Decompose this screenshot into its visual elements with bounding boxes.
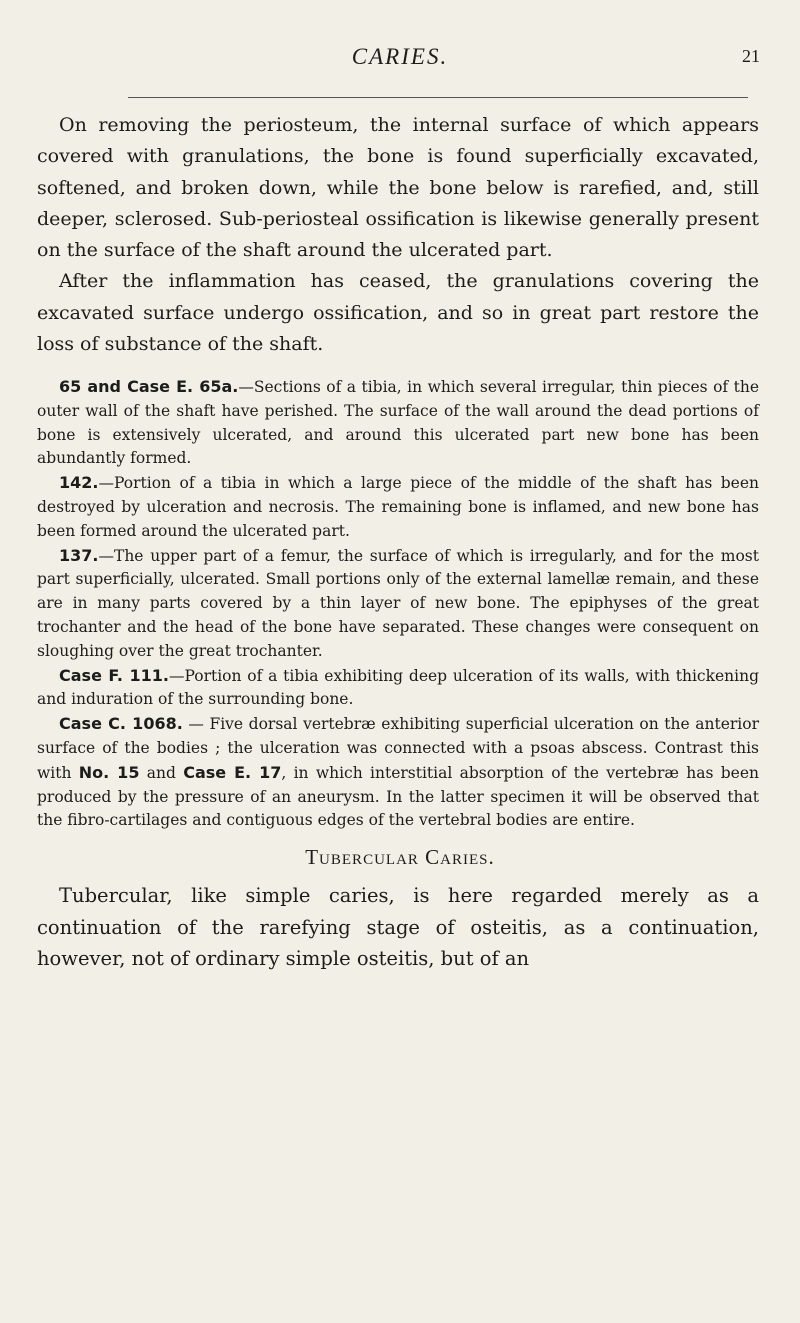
section-text <box>37 880 759 975</box>
running-head <box>0 44 800 74</box>
specimen-label: 65 and Case E. 65a. <box>59 377 239 396</box>
specimen-entry <box>37 664 759 713</box>
specimen-description: —Sections of a tibia, in which several irregular, thin pieces of the outer wall of the shaft have perished. The surface of the wall around the dead portions of bone is extensively ulcerated, and around this ulcerated part new bone has been abundantly formed. <box>37 378 759 468</box>
intro-paragraph-2: After the inflammation has ceased, the granulations covering the excavated surface undergo ossification, and so in great part restore the loss of substance of the shaft. <box>37 270 759 356</box>
specimen-label: 142. <box>59 473 99 493</box>
running-title: CARIES. <box>351 44 449 69</box>
intro-text <box>37 110 759 360</box>
specimen-description: —Portion of a tibia in which a large piece of the middle of the shaft has been destroyed by ulceration and necrosis. The remaining bone is inflamed, and new bone has been formed around the ulcerated part. <box>37 474 759 540</box>
specimen-list <box>37 375 759 833</box>
page-number: 21 <box>742 46 760 66</box>
specimen-entry <box>37 712 759 833</box>
section-heading: Tubercular Caries. <box>305 845 495 869</box>
specimen-entry <box>37 471 759 543</box>
specimen-description: , in which interstitial absorption of the vertebræ has been produced by the pressure of an aneurysm. In the latter specimen it will be observed that the fibro-cartilages and contiguous edges of the vertebral bodies are entire. <box>37 763 760 830</box>
specimen-entry <box>37 544 759 664</box>
cross-reference: Case E. 17 <box>183 762 282 782</box>
specimen-description: —Portion of a tibia exhibiting deep ulceration of its walls, with thickening and induration of the surrounding bone. <box>37 666 760 709</box>
specimen-label: Case F. 111. <box>59 665 169 685</box>
section-paragraph: Tubercular, like simple caries, is here regarded merely as a continuation of the rarefying stage of osteitis, as a continuation, however, not of ordinary simple osteitis, but of an <box>37 884 759 970</box>
specimen-entry <box>37 375 759 471</box>
intro-paragraph-1: On removing the periosteum, the internal surface of which appears covered with granulations, the bone is found superficially excavated, softened, and broken down, while the bone below is rarefied, and, still deeper, sclerosed. Sub-periosteal ossification is likewise generally present on the surface of the shaft around the ulcerated part. <box>37 114 759 262</box>
specimen-description: —The upper part of a femur, the surface of which is irregularly, and for the most part superficially, ulcerated. Small portions only of the external lamellæ remain, and these are in many parts covered by a thin layer of new bone. The epiphyses of the great trochanter and the head of the bone have separated. These changes were consequent on sloughing over the great trochanter. <box>37 546 759 660</box>
specimen-label: Case C. 1068. <box>59 714 183 734</box>
specimen-description: and <box>139 763 184 782</box>
cross-reference: No. 15 <box>78 762 140 782</box>
header-rule <box>128 97 748 98</box>
specimen-label: 137. <box>59 545 99 565</box>
specimen-description: — Five dorsal vertebræ exhibiting superficial ulceration on the anterior surface of the bodies ; the ulceration was connected with a psoas abscess. Contrast this with <box>37 715 760 782</box>
